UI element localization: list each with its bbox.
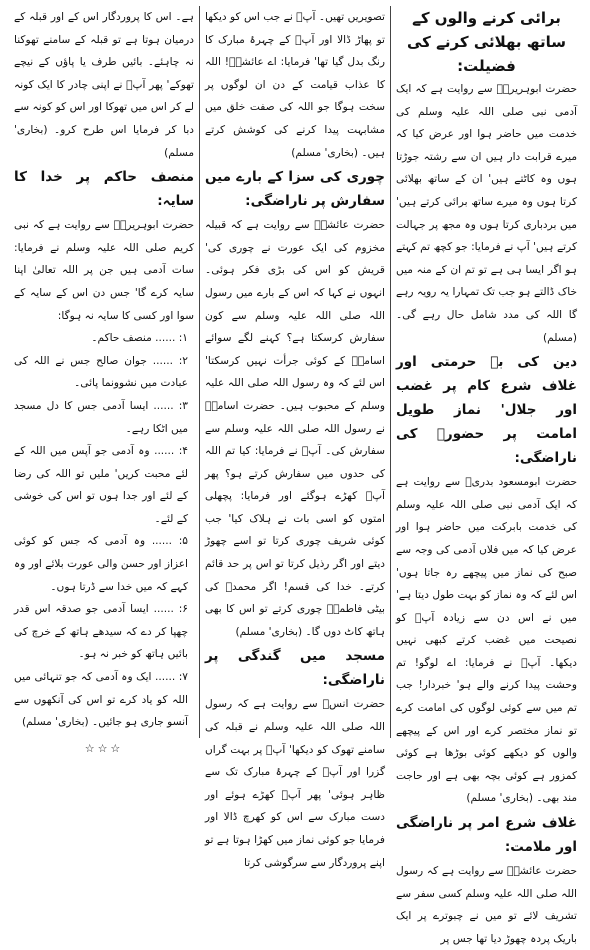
column-left [9, 6, 200, 755]
list-item: ۱: ...... منصف حاکم۔ [91, 332, 188, 345]
paragraph: ہے۔ اس کا پروردگار اس کے اور قبلہ کے درمیان ہوتا ہے تو قبلہ کے سامنے تھوکنا نہ چاہئے۔ بائیں طرف یا پاؤں کے نیچے تھوکے' پھر آپؐ نے اپنی چادر کا ایک کونہ لے کر اس میں تھوکا اور اس کو کونہ سے دبا کر فرمایا اس طرح کرو۔ (بخاری' مسلم) [14, 11, 194, 159]
section-heading: دین کی بے حرمتی اور غلاف شرع کام پر غضب اور جلال' نماز طویل امامت پر حضورؐ کی ناراضگی: [396, 354, 577, 467]
paragraph: حضرت ابوہریرہؓ سے روایت ہے کہ نبی کریم صلی اللہ علیہ وسلم نے فرمایا: سات آدمی ہیں جن پر اللہ تعالیٰ اپنا سایہ کرے گا' جس دن اس کے سایہ کے سوا اور کسی کا سایہ نہ ہوگا: [14, 219, 194, 322]
paragraph: حضرت ابومسعود بدریؓ سے روایت ہے کہ ایک آدمی نبی صلی اللہ علیہ وسلم کی خدمت بابرکت میں حاضر ہوا اور عرض کیا کہ میں فلاں آدمی کی وجہ سے صبح کی نماز میں پیچھے رہ جاتا ہوں' اس لئے کہ وہ نماز کو بہت طول دیتا ہے' میں نے اس دن سے زیادہ آپؐ کو نصیحت میں غضب کرتے کبھی نہیں دیکھا۔ آپؐ نے فرمایا: اے لوگو! تم وحشت پیدا کرنے والے ہو' خبردار! جب تم میں سے کوئی لوگوں کی امامت کرے تو نماز مختصر کرے اور اس کے پیچھے والوں کو دیکھے کوئی بوڑھا ہے کوئی کمزور ہے کوئی بچہ بھی ہے اور حاجت مند بھی۔ (بخاری' مسلم) [396, 476, 577, 805]
section-heading: منصف حاکم پر خدا کا سایہ: [14, 169, 194, 210]
list-item: ۷: ...... ایک وہ آدمی کہ جو تنہائی میں اللہ کو یاد کرے تو اس کی آنکھوں سے آنسو جاری ہو جائیں۔ (بخاری' مسلم) [14, 671, 188, 729]
paragraph: حضرت عائشہؓ سے روایت ہے کہ قبیلہ مخزوم کی ایک عورت نے چوری کی' قریش کو اس کی بڑی فکر ہوئی۔ انہوں نے کہا کہ اس کے بارے میں رسول اللہ صلی اللہ علیہ وسلم سے کون سفارش کرسکتا ہے؟ کہنے لگے سوائے اسامہؓ کے کوئی جرأت نہیں کرسکتا' اس لئے کہ وہ رسول اللہ صلی اللہ علیہ وسلم کے محبوب ہیں۔ حضرت اسامہؓ نے رسول اللہ صلی اللہ علیہ وسلم سے سفارش کی۔ آپؐ نے فرمایا: کیا تم اللہ کی حدوں میں سفارش کرتے ہو؟ پھر آپؐ کھڑے ہوگئے اور فرمایا: پچھلی امتوں کو اسی بات نے ہلاک کیا' جب کوئی شریف چوری کرتا تو اسے چھوڑ دیتے اور اگر رذیل کرتا تو اس پر حد قائم کرتے۔ خدا کی قسم! اگر محمدؐ کی بیٹی فاطمہؓ چوری کرتے تو اس کا بھی ہاتھ کاٹ دوں گا۔ (بخاری' مسلم) [205, 219, 385, 638]
list-item: ۵: ...... وہ آدمی کہ جس کو کوئی اعزاز اور حسن والی عورت بلائے اور وہ کہے کہ میں خدا سے ڈرتا ہوں۔ [14, 535, 188, 593]
section-heading: غلاف شرع امر پر ناراضگی اور ملامت: [396, 815, 577, 856]
list-item: ۶: ...... ایسا آدمی جو صدقہ اس قدر چھپا کر دے کہ سیدھے ہاتھ کے خرچ کی بائیں ہاتھ کو خبر نہ ہو۔ [14, 603, 188, 661]
column-middle [200, 6, 391, 869]
section-title: برائی کرنے والوں کے ساتھ بھلائی کرنے کی فضیلت: [407, 9, 566, 75]
text-columns [8, 6, 582, 945]
section-heading: مسجد میں گندگی پر ناراضگی: [205, 648, 385, 689]
paragraph: تصویریں تھیں۔ آپؐ نے جب اس کو دیکھا تو پھاڑ ڈالا اور آپؐ کے چہرۂ مبارک کا رنگ بدل گیا تھا' فرمایا: اے عائشہؓ! اللہ کا عذاب قیامت کے دن ان لوگوں پر سخت ہوگا جو اللہ کی صفت خلق میں مشابہت پیدا کرنے کی کوشش کرتے ہیں۔ (بخاری' مسلم) [205, 11, 385, 159]
column-right [391, 6, 582, 945]
list-item: ۴: ...... وہ آدمی جو آپس میں اللہ کے لئے محبت کریں' ملیں تو اللہ کی رضا کے لئے اور جدا ہوں تو اس کی خوشی کے لئے۔ [14, 445, 188, 525]
paragraph: حضرت عائشہؓ سے روایت ہے کہ رسول اللہ صلی اللہ علیہ وسلم کسی سفر سے تشریف لائے تو میں نے چبوترے پر ایک باریک پردہ چھوڑ دیا تھا جس پر [396, 865, 577, 945]
list-item: ۲: ...... جوان صالح جس نے اللہ کی عبادت میں نشوونما پائی۔ [14, 354, 188, 390]
section-heading: چوری کی سزا کے بارے میں سفارش پر ناراضگی: [205, 169, 385, 210]
end-stars: ☆☆☆ [84, 741, 124, 755]
paragraph: حضرت انسؓ سے روایت ہے کہ رسول اللہ صلی اللہ علیہ وسلم نے قبلہ کی سامنے تھوک کو دیکھا' آپؐ پر بہت گراں گزرا اور آپؐ کے چہرۂ مبارک تک سے ظاہر ہوئی' پھر آپؐ کھڑے ہوئے اور دست مبارک سے اس کو کھرچ ڈالا اور فرمایا جو کوئی نماز میں کھڑا ہوتا ہے تو اپنے پروردگار سے سرگوشی کرتا [205, 698, 385, 869]
paragraph: حضرت ابوہریرہؓ سے روایت ہے کہ ایک آدمی نبی صلی اللہ علیہ وسلم کی خدمت میں حاضر ہوا اور عرض کیا کہ میرے قرابت دار ہیں ان سے رشتہ جوڑتا ہوں وہ کاٹتے ہیں' ان کے ساتھ بھلائی کرتا ہوں وہ میرے ساتھ برائی کرتے ہیں' میں بردباری کرتا ہوں وہ مجھ پر جہالت کرتے ہیں' آپ نے فرمایا: جو کچھ تم کہتے ہو اگر ایسا ہی ہے تو تم ان کے منہ میں خاک ڈالتے ہو جب تک تمہارا یہ رویہ رہے گا اللہ کی مدد شامل حال رہے گی۔ (مسلم) [396, 83, 577, 344]
list-item: ۳: ...... ایسا آدمی جس کا دل مسجد میں اٹکا رہے۔ [14, 399, 188, 435]
